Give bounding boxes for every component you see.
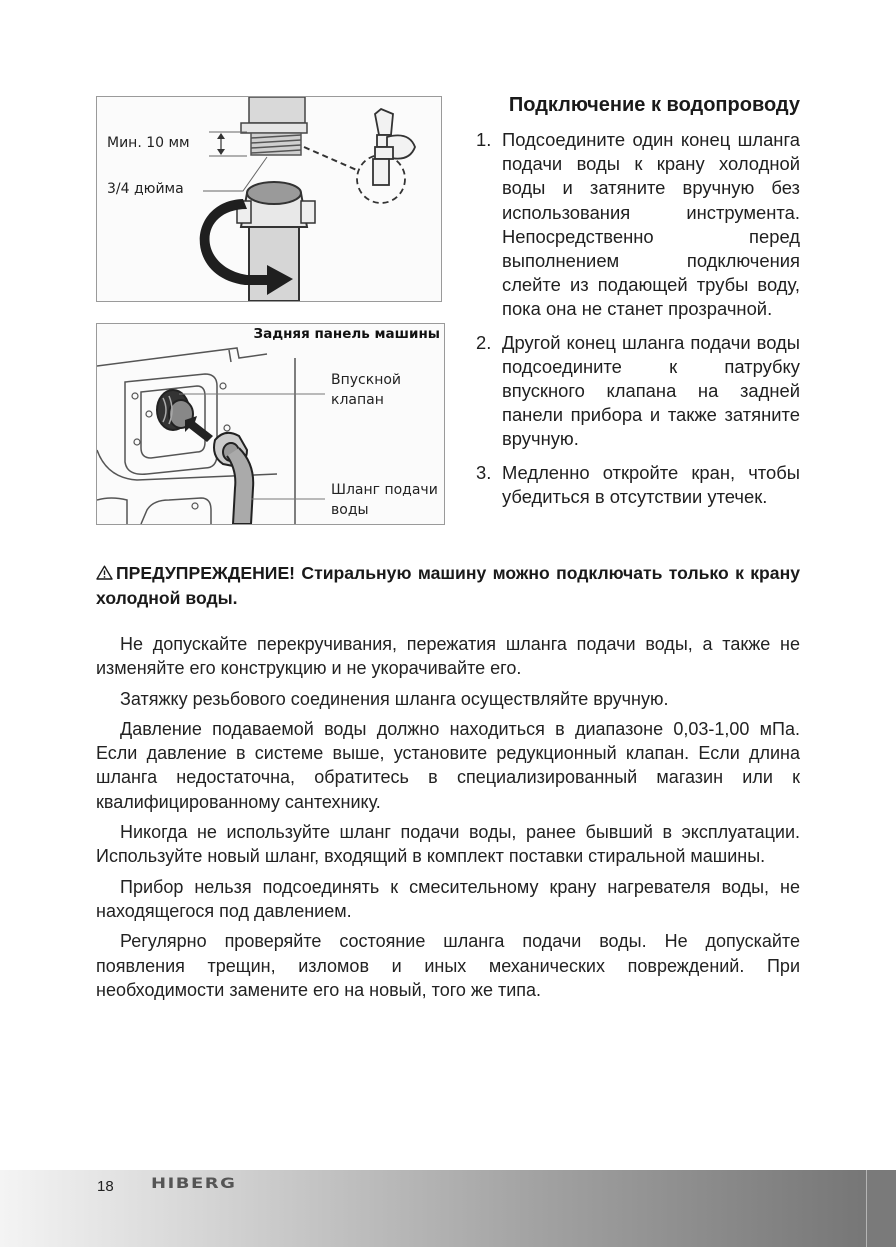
back-panel-title: Задняя панель машины <box>253 326 440 342</box>
instructions-body <box>96 632 800 1008</box>
back-panel-diagram <box>96 323 445 525</box>
paragraph: Давление подаваемой воды должно находиться в диапазоне 0,03-1,00 мПа. Если давление в системе выше, установите редукционный клапан. Если длина шланга недостаточна, обратитесь в специализированный магазин или к квалифицированному сантехнику. <box>96 718 800 812</box>
hose-tap-illustration <box>97 97 441 301</box>
warning-text: ПРЕДУПРЕЖДЕНИЕ! Стиральную машину можно подключать только к крану холодной воды. <box>96 563 800 608</box>
thread-size-label: 3/4 дюйма <box>107 181 184 197</box>
warning-triangle-icon <box>96 565 113 580</box>
step-number: 3. <box>476 461 492 483</box>
step-text: Подсоедините один конец шланга подачи воды к крану холодной воды и затяните вручную без использования инструмента. Непосредственно перед выполнением подключения слейте из подающей трубы воду, пока она не станет прозрачной. <box>502 129 800 320</box>
step-text: Медленно откройте кран, чтобы убедиться в отсутствии утечек. <box>502 461 800 507</box>
paragraph: Регулярно проверяйте состояние шланга подачи воды. Не допускайте появления трещин, изломов и иных механических повреждений. При необходимости замените его на новый, того же типа. <box>96 931 800 1000</box>
hose-label-line1: Шланг подачи <box>331 482 438 498</box>
step-number: 2. <box>476 331 492 353</box>
inlet-valve-label-line2: клапан <box>331 392 384 408</box>
step-number: 1. <box>476 129 492 150</box>
page-footer <box>0 1170 896 1247</box>
page-number: 18 <box>97 1178 114 1195</box>
water-connection-section <box>474 92 800 518</box>
hose-connection-diagram <box>96 96 442 302</box>
min-length-label: Мин. 10 мм <box>107 135 190 151</box>
inlet-valve-label-line1: Впускной <box>331 372 402 388</box>
footer-edge-tab <box>866 1170 896 1247</box>
step-item <box>474 128 800 322</box>
paragraph: Прибор нельзя подсоединять к смесительному крану нагревателя воды, не находящегося под давлением. <box>96 876 800 921</box>
paragraph: Не допускайте перекручивания, пережатия шланга подачи воды, а также не изменяйте его конструкцию и не укорачивайте его. <box>96 634 800 679</box>
steps-list <box>474 128 800 509</box>
section-title: Подключение к водопроводу <box>508 94 800 116</box>
warning-notice <box>96 561 800 611</box>
brand-logo: HIBERG <box>151 1175 237 1192</box>
step-item <box>474 331 800 452</box>
hose-label-line2: воды <box>331 502 369 518</box>
paragraph: Никогда не используйте шланг подачи воды, ранее бывший в эксплуатации. Используйте новый шланг, входящий в комплект поставки стиральной машины. <box>96 822 800 867</box>
paragraph: Затяжку резьбового соединения шланга осуществляйте вручную. <box>120 688 669 709</box>
step-text: Другой конец шланга подачи воды подсоедините к патрубку впускного клапана на задней панели прибора и также затяните вручную. <box>502 331 800 450</box>
step-item <box>474 461 800 509</box>
